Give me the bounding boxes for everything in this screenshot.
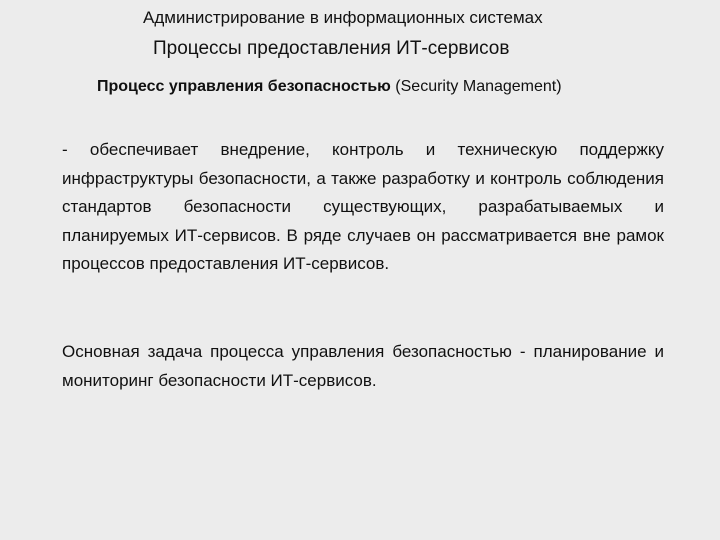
process-title xyxy=(97,78,562,96)
process-title-english: (Security Management) xyxy=(390,78,562,95)
main-task-paragraph: Основная задача процесса управления безопасностью - планирование и мониторинг безопасности ИТ-сервисов. xyxy=(62,342,664,390)
process-title-name: Процесс управления безопасностью xyxy=(97,78,391,95)
course-title: Администрирование в информационных системах xyxy=(143,8,543,27)
description-paragraph: - обеспечивает внедрение, контроль и техническую поддержку инфраструктуры безопасности, а также разработку и контроль соблюдения стандартов безопасности существующих, разрабатываемых и планируемых ИТ-сервисов. В ряде случаев он рассматривается вне рамок процессов предоставления ИТ-сервисов. xyxy=(62,140,664,273)
section-title: Процессы предоставления ИТ-сервисов xyxy=(153,38,510,59)
